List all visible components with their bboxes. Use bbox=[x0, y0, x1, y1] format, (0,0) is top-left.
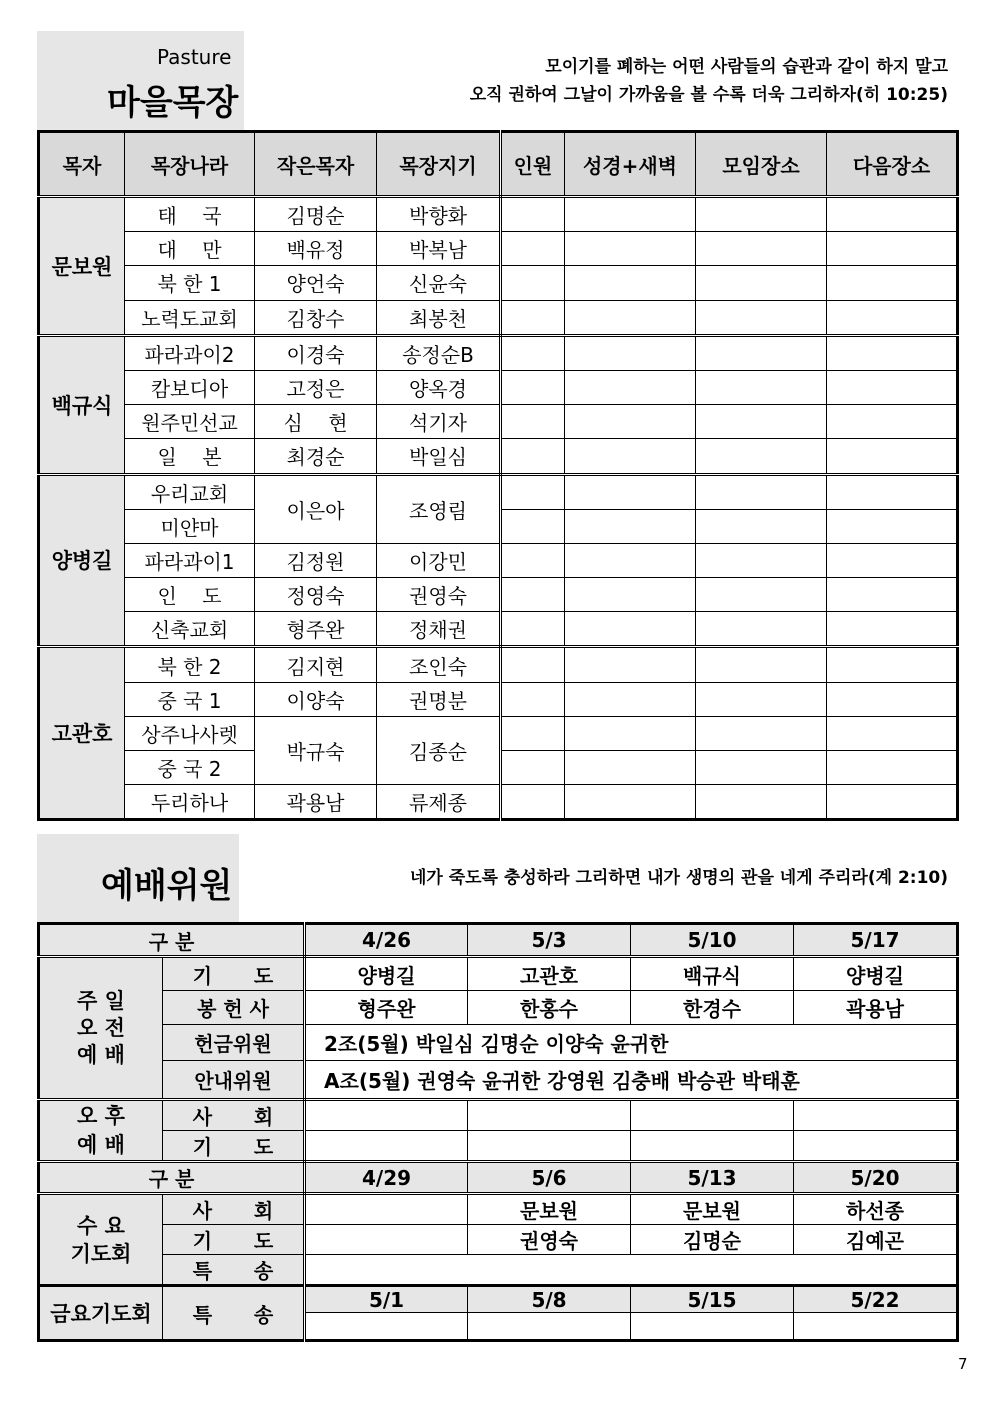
next-place-cell[interactable] bbox=[827, 405, 958, 439]
country-cell: 태 국 bbox=[125, 197, 255, 232]
next-place-cell[interactable] bbox=[827, 716, 958, 750]
sunday-prayer-cell: 백규식 bbox=[631, 957, 794, 991]
next-place-cell[interactable] bbox=[827, 335, 958, 370]
meeting-place-cell[interactable] bbox=[696, 543, 827, 577]
table-header-row bbox=[39, 132, 958, 197]
next-place-cell[interactable] bbox=[827, 197, 958, 232]
pastor-cell: 문보원 bbox=[39, 197, 125, 336]
sunday-pm-host-cell bbox=[305, 1100, 468, 1131]
section1-verse-line1: 모이기를 폐하는 어떤 사람들의 습관과 같이 하지 말고 bbox=[545, 57, 948, 77]
count-cell[interactable] bbox=[501, 439, 565, 474]
section2-title: 예배위원 bbox=[101, 866, 233, 906]
count-cell[interactable] bbox=[501, 612, 565, 647]
next-place-cell[interactable] bbox=[827, 612, 958, 647]
sunday-pm-host-cell bbox=[631, 1100, 794, 1131]
sunday-pm-prayer-cell bbox=[305, 1131, 468, 1162]
sunday-offering-row bbox=[39, 991, 958, 1025]
header-meeting-place: 모임장소 bbox=[696, 132, 827, 197]
count-cell[interactable] bbox=[501, 370, 565, 404]
fri-date: 5/22 bbox=[794, 1286, 958, 1313]
bible-dawn-cell[interactable] bbox=[565, 266, 696, 300]
next-place-cell[interactable] bbox=[827, 266, 958, 300]
wed-host-label: 사 회 bbox=[163, 1194, 305, 1225]
next-place-cell[interactable] bbox=[827, 578, 958, 612]
mokjang-row bbox=[39, 682, 958, 716]
count-cell[interactable] bbox=[501, 266, 565, 300]
sunday-collection-cell: 2조(5월) 박일심 김명순 이양숙 윤귀한 bbox=[305, 1025, 958, 1061]
meeting-place-cell[interactable] bbox=[696, 578, 827, 612]
section1-header bbox=[37, 31, 956, 130]
count-cell[interactable] bbox=[501, 716, 565, 750]
sunday-usher-label: 안내위원 bbox=[163, 1061, 305, 1100]
gubun-label-wed: 구 분 bbox=[39, 1162, 305, 1194]
bible-dawn-cell[interactable] bbox=[565, 197, 696, 232]
small-pastor-cell: 이은아 bbox=[255, 474, 377, 543]
mokjang-row bbox=[39, 335, 958, 370]
next-place-cell[interactable] bbox=[827, 439, 958, 474]
sunday-usher-cell: A조(5월) 권영숙 윤귀한 강영원 김충배 박승관 박태훈 bbox=[305, 1061, 958, 1100]
mokjang-row bbox=[39, 543, 958, 577]
fri-date: 5/15 bbox=[631, 1286, 794, 1313]
wed-host-row bbox=[39, 1194, 958, 1225]
mokjang-row bbox=[39, 405, 958, 439]
next-place-cell[interactable] bbox=[827, 300, 958, 335]
meeting-place-cell[interactable] bbox=[696, 335, 827, 370]
sunday-date: 4/26 bbox=[305, 924, 468, 957]
small-pastor-cell: 이경숙 bbox=[255, 335, 377, 370]
header-keeper: 목장지기 bbox=[377, 132, 501, 197]
count-cell[interactable] bbox=[501, 543, 565, 577]
country-cell: 일 본 bbox=[125, 439, 255, 474]
sunday-pm-host-cell bbox=[468, 1100, 631, 1131]
section1-title: 마을목장 bbox=[107, 83, 239, 123]
country-cell: 파라과이2 bbox=[125, 335, 255, 370]
wed-prayer-label: 기 도 bbox=[163, 1225, 305, 1255]
wed-date: 5/13 bbox=[631, 1162, 794, 1194]
bible-dawn-cell[interactable] bbox=[565, 543, 696, 577]
wed-special-row bbox=[39, 1255, 958, 1286]
meeting-place-cell[interactable] bbox=[696, 405, 827, 439]
country-cell: 원주민선교 bbox=[125, 405, 255, 439]
small-pastor-cell: 박규숙 bbox=[255, 716, 377, 784]
keeper-cell: 최봉천 bbox=[377, 300, 501, 335]
count-cell[interactable] bbox=[501, 682, 565, 716]
country-cell: 상주나사렛 bbox=[125, 716, 255, 750]
next-place-cell[interactable] bbox=[827, 751, 958, 785]
wed-host-cell: 문보원 bbox=[631, 1194, 794, 1225]
country-cell: 북 한 2 bbox=[125, 647, 255, 682]
sunday-pm-prayer-cell bbox=[794, 1131, 958, 1162]
small-pastor-cell: 고정은 bbox=[255, 370, 377, 404]
keeper-cell: 박일심 bbox=[377, 439, 501, 474]
country-cell: 파라과이1 bbox=[125, 543, 255, 577]
wed-host-cell bbox=[305, 1194, 468, 1225]
bible-dawn-cell[interactable] bbox=[565, 405, 696, 439]
sunday-offering-cell: 곽용남 bbox=[794, 991, 958, 1025]
header-next-place: 다음장소 bbox=[827, 132, 958, 197]
bible-dawn-cell[interactable] bbox=[565, 439, 696, 474]
sunday-prayer-cell: 양병길 bbox=[305, 957, 468, 991]
worship-committee-table bbox=[37, 922, 959, 1342]
header-small-pastor: 작은목자 bbox=[255, 132, 377, 197]
sunday-date: 5/10 bbox=[631, 924, 794, 957]
fri-special-cell bbox=[468, 1313, 631, 1341]
bible-dawn-cell[interactable] bbox=[565, 474, 696, 509]
country-cell: 중 국 1 bbox=[125, 682, 255, 716]
sunday-prayer-row bbox=[39, 957, 958, 991]
bible-dawn-cell[interactable] bbox=[565, 578, 696, 612]
fri-date: 5/1 bbox=[305, 1286, 468, 1313]
section2-header bbox=[37, 834, 956, 922]
keeper-cell: 박복남 bbox=[377, 232, 501, 266]
next-place-cell[interactable] bbox=[827, 543, 958, 577]
meeting-place-cell[interactable] bbox=[696, 300, 827, 335]
sunday-offering-cell: 형주완 bbox=[305, 991, 468, 1025]
small-pastor-cell: 김명순 bbox=[255, 197, 377, 232]
fri-special-cell bbox=[305, 1313, 468, 1341]
mokjang-row bbox=[39, 370, 958, 404]
meeting-place-cell[interactable] bbox=[696, 647, 827, 682]
mokjang-row bbox=[39, 232, 958, 266]
bible-dawn-cell[interactable] bbox=[565, 370, 696, 404]
next-place-cell[interactable] bbox=[827, 232, 958, 266]
meeting-place-cell[interactable] bbox=[696, 232, 827, 266]
wed-date: 4/29 bbox=[305, 1162, 468, 1194]
country-cell: 캄보디아 bbox=[125, 370, 255, 404]
wed-host-cell: 문보원 bbox=[468, 1194, 631, 1225]
meeting-place-cell[interactable] bbox=[696, 716, 827, 750]
mokjang-row bbox=[39, 474, 958, 509]
bible-dawn-cell[interactable] bbox=[565, 335, 696, 370]
bible-dawn-cell[interactable] bbox=[565, 612, 696, 647]
pastor-cell: 백규식 bbox=[39, 335, 125, 474]
fri-special-label: 특 송 bbox=[163, 1286, 305, 1341]
section1-verse bbox=[470, 53, 948, 109]
next-place-cell[interactable] bbox=[827, 370, 958, 404]
country-cell: 대 만 bbox=[125, 232, 255, 266]
country-cell: 노력도교회 bbox=[125, 300, 255, 335]
next-place-cell[interactable] bbox=[827, 647, 958, 682]
count-cell[interactable] bbox=[501, 335, 565, 370]
sunday-collection-row bbox=[39, 1025, 958, 1061]
keeper-cell: 석기자 bbox=[377, 405, 501, 439]
header-bible-dawn: 성경+새벽 bbox=[565, 132, 696, 197]
mokjang-row bbox=[39, 300, 958, 335]
sunday-pm-host-row bbox=[39, 1100, 958, 1131]
bible-dawn-cell[interactable] bbox=[565, 751, 696, 785]
wed-label: 수 요 기도회 bbox=[39, 1194, 163, 1286]
sunday-am-label: 주 일 오 전 예 배 bbox=[39, 957, 163, 1100]
mokjang-row bbox=[39, 647, 958, 682]
wed-prayer-cell: 권영숙 bbox=[468, 1225, 631, 1255]
count-cell[interactable] bbox=[501, 474, 565, 509]
count-cell[interactable] bbox=[501, 578, 565, 612]
wed-date: 5/20 bbox=[794, 1162, 958, 1194]
wed-prayer-cell bbox=[305, 1225, 468, 1255]
keeper-cell: 권명분 bbox=[377, 682, 501, 716]
small-pastor-cell: 정영숙 bbox=[255, 578, 377, 612]
keeper-cell: 권영숙 bbox=[377, 578, 501, 612]
count-cell[interactable] bbox=[501, 232, 565, 266]
sunday-pm-prayer-cell bbox=[468, 1131, 631, 1162]
country-cell: 중 국 2 bbox=[125, 751, 255, 785]
wed-special-label: 특 송 bbox=[163, 1255, 305, 1286]
mokjang-row bbox=[39, 197, 958, 232]
sunday-date: 5/3 bbox=[468, 924, 631, 957]
meeting-place-cell[interactable] bbox=[696, 197, 827, 232]
wed-prayer-row bbox=[39, 1225, 958, 1255]
sunday-prayer-label: 기 도 bbox=[163, 957, 305, 991]
count-cell[interactable] bbox=[501, 300, 565, 335]
small-pastor-cell: 심 현 bbox=[255, 405, 377, 439]
small-pastor-cell: 곽용남 bbox=[255, 785, 377, 820]
bible-dawn-cell[interactable] bbox=[565, 785, 696, 820]
fri-special-cell bbox=[794, 1313, 958, 1341]
header-pastor: 목자 bbox=[39, 132, 125, 197]
sunday-pm-prayer-row bbox=[39, 1131, 958, 1162]
wed-date: 5/6 bbox=[468, 1162, 631, 1194]
keeper-cell: 이강민 bbox=[377, 543, 501, 577]
bible-dawn-cell[interactable] bbox=[565, 716, 696, 750]
small-pastor-cell: 형주완 bbox=[255, 612, 377, 647]
meeting-place-cell[interactable] bbox=[696, 266, 827, 300]
keeper-cell: 박향화 bbox=[377, 197, 501, 232]
bible-dawn-cell[interactable] bbox=[565, 509, 696, 543]
wed-special-cell bbox=[305, 1255, 958, 1286]
wed-host-cell: 하선종 bbox=[794, 1194, 958, 1225]
small-pastor-cell: 양언숙 bbox=[255, 266, 377, 300]
meeting-place-cell[interactable] bbox=[696, 439, 827, 474]
keeper-cell: 양옥경 bbox=[377, 370, 501, 404]
mokjang-row bbox=[39, 439, 958, 474]
country-cell: 우리교회 bbox=[125, 474, 255, 509]
sunday-collection-label: 헌금위원 bbox=[163, 1025, 305, 1061]
pastor-cell: 고관호 bbox=[39, 647, 125, 820]
count-cell[interactable] bbox=[501, 405, 565, 439]
section1-verse-line2: 오직 권하여 그날이 가까움을 볼 수록 더욱 그리하자(히 10:25) bbox=[469, 85, 948, 105]
next-place-cell[interactable] bbox=[827, 474, 958, 509]
wed-prayer-cell: 김명순 bbox=[631, 1225, 794, 1255]
next-place-cell[interactable] bbox=[827, 785, 958, 820]
keeper-cell: 류제종 bbox=[377, 785, 501, 820]
village-mokjang-table bbox=[37, 130, 959, 821]
count-cell[interactable] bbox=[501, 509, 565, 543]
sunday-pm-host-cell bbox=[794, 1100, 958, 1131]
count-cell[interactable] bbox=[501, 751, 565, 785]
bible-dawn-cell[interactable] bbox=[565, 232, 696, 266]
sunday-offering-label: 봉 헌 사 bbox=[163, 991, 305, 1025]
keeper-cell: 조영림 bbox=[377, 474, 501, 543]
bible-dawn-cell[interactable] bbox=[565, 647, 696, 682]
meeting-place-cell[interactable] bbox=[696, 612, 827, 647]
fri-date: 5/8 bbox=[468, 1286, 631, 1313]
meeting-place-cell[interactable] bbox=[696, 751, 827, 785]
sunday-pm-prayer-label: 기 도 bbox=[163, 1131, 305, 1162]
small-pastor-cell: 김지현 bbox=[255, 647, 377, 682]
header-country: 목장나라 bbox=[125, 132, 255, 197]
meeting-place-cell[interactable] bbox=[696, 370, 827, 404]
wed-prayer-cell: 김예곤 bbox=[794, 1225, 958, 1255]
sunday-pm-prayer-cell bbox=[631, 1131, 794, 1162]
pastor-cell: 양병길 bbox=[39, 474, 125, 647]
keeper-cell: 신윤숙 bbox=[377, 266, 501, 300]
mokjang-row bbox=[39, 785, 958, 820]
small-pastor-cell: 백유정 bbox=[255, 232, 377, 266]
bible-dawn-cell[interactable] bbox=[565, 682, 696, 716]
mokjang-row bbox=[39, 578, 958, 612]
country-cell: 인 도 bbox=[125, 578, 255, 612]
meeting-place-cell[interactable] bbox=[696, 785, 827, 820]
gubun-label: 구 분 bbox=[39, 924, 305, 957]
country-cell: 신축교회 bbox=[125, 612, 255, 647]
sunday-prayer-cell: 고관호 bbox=[468, 957, 631, 991]
sunday-pm-host-label: 사 회 bbox=[163, 1100, 305, 1131]
keeper-cell: 정채권 bbox=[377, 612, 501, 647]
keeper-cell: 조인숙 bbox=[377, 647, 501, 682]
meeting-place-cell[interactable] bbox=[696, 509, 827, 543]
keeper-cell: 김종순 bbox=[377, 716, 501, 784]
next-place-cell[interactable] bbox=[827, 509, 958, 543]
country-cell: 북 한 1 bbox=[125, 266, 255, 300]
sunday-offering-cell: 한경수 bbox=[631, 991, 794, 1025]
page-number: 7 bbox=[958, 1355, 968, 1373]
sunday-offering-cell: 한홍수 bbox=[468, 991, 631, 1025]
small-pastor-cell: 이양숙 bbox=[255, 682, 377, 716]
sunday-prayer-cell: 양병길 bbox=[794, 957, 958, 991]
mokjang-row bbox=[39, 266, 958, 300]
count-cell[interactable] bbox=[501, 647, 565, 682]
bible-dawn-cell[interactable] bbox=[565, 300, 696, 335]
small-pastor-cell: 김정원 bbox=[255, 543, 377, 577]
small-pastor-cell: 최경순 bbox=[255, 439, 377, 474]
fri-label: 금요기도회 bbox=[39, 1286, 163, 1341]
fri-special-cell bbox=[631, 1313, 794, 1341]
count-cell[interactable] bbox=[501, 785, 565, 820]
meeting-place-cell[interactable] bbox=[696, 474, 827, 509]
sunday-date-row bbox=[39, 924, 958, 957]
count-cell[interactable] bbox=[501, 197, 565, 232]
meeting-place-cell[interactable] bbox=[696, 682, 827, 716]
small-pastor-cell: 김창수 bbox=[255, 300, 377, 335]
fri-date-row bbox=[39, 1286, 958, 1313]
country-cell: 미얀마 bbox=[125, 509, 255, 543]
header-count: 인원 bbox=[501, 132, 565, 197]
sunday-pm-label: 오 후 예 배 bbox=[39, 1100, 163, 1162]
section2-verse: 네가 죽도록 충성하라 그리하면 내가 생명의 관을 네게 주리라(계 2:10) bbox=[409, 868, 948, 888]
sunday-usher-row bbox=[39, 1061, 958, 1100]
country-cell: 두리하나 bbox=[125, 785, 255, 820]
sunday-date: 5/17 bbox=[794, 924, 958, 957]
wed-date-row bbox=[39, 1162, 958, 1194]
section1-subtitle: Pasture bbox=[157, 45, 232, 69]
mokjang-row bbox=[39, 612, 958, 647]
mokjang-row bbox=[39, 716, 958, 750]
keeper-cell: 송정순B bbox=[377, 335, 501, 370]
next-place-cell[interactable] bbox=[827, 682, 958, 716]
